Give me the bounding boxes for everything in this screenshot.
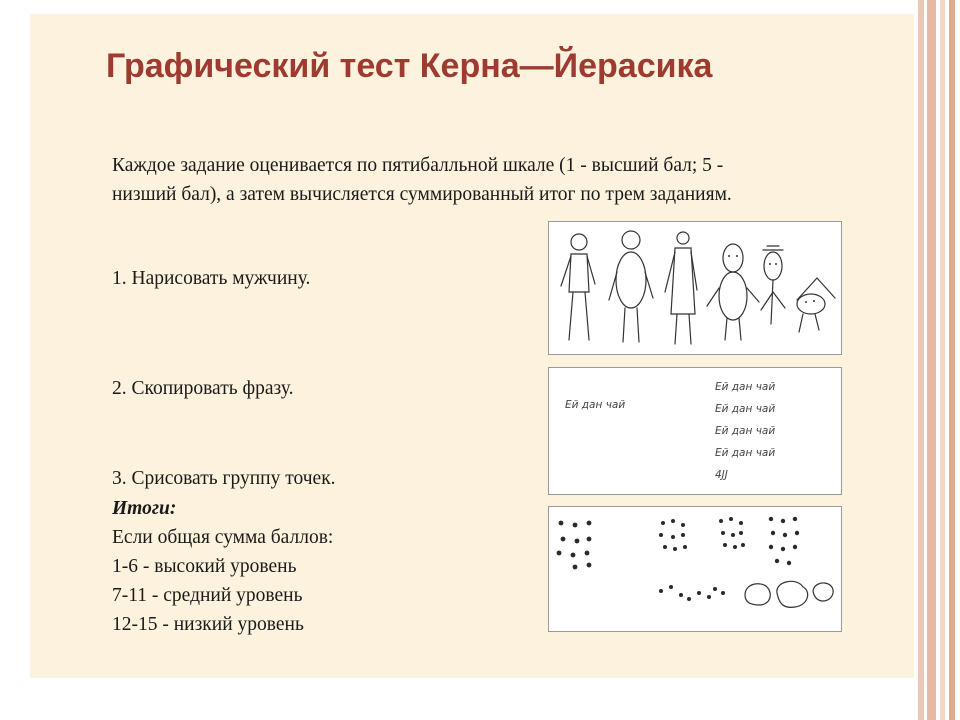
task-2: 2. Скопировать фразу. [112, 378, 294, 399]
phrase-copy-illustration [549, 368, 841, 494]
dot-groups-illustration [549, 507, 841, 631]
sample-phrase: Ей дан чай [565, 399, 626, 411]
intro-text: Каждое задание оценивается по пятибалльной шкале (1 - высший бал; 5 - низший бал), а затем вычисляется суммированный итог по трем заданиям. [112, 155, 732, 205]
task-3: 3. Срисовать группу точек. [112, 468, 336, 489]
stripe [949, 0, 955, 720]
copied-phrase: Ей дан чай [715, 447, 776, 459]
stripe [918, 0, 924, 720]
copied-phrase: Ей дан чай [715, 425, 776, 437]
figure-phrase-copy [548, 367, 842, 495]
copied-phrase: Ей дан чай [715, 381, 776, 393]
man-drawings-illustration [549, 222, 841, 354]
summary-line: Если общая сумма баллов: [112, 527, 334, 548]
summary-line: 12-15 - низкий уровень [112, 614, 304, 635]
summary-line: 7-11 - средний уровень [112, 585, 303, 606]
slide-title: Графический тест Керна—Йерасика [106, 47, 713, 85]
slide [30, 14, 914, 678]
task-1: 1. Нарисовать мужчину. [112, 268, 311, 289]
stripe [927, 0, 936, 720]
summary-block [112, 494, 472, 639]
figure-man-drawings [548, 221, 842, 355]
figure-dot-groups [548, 506, 842, 632]
summary-heading: Итоги: [112, 498, 177, 519]
copied-phrase: Ей дан чай [715, 403, 776, 415]
summary-line: 1-6 - высокий уровень [112, 556, 297, 577]
stripe [940, 0, 945, 720]
copied-phrase: 4ЈЈ [715, 469, 728, 481]
decorative-stripes [918, 0, 960, 720]
